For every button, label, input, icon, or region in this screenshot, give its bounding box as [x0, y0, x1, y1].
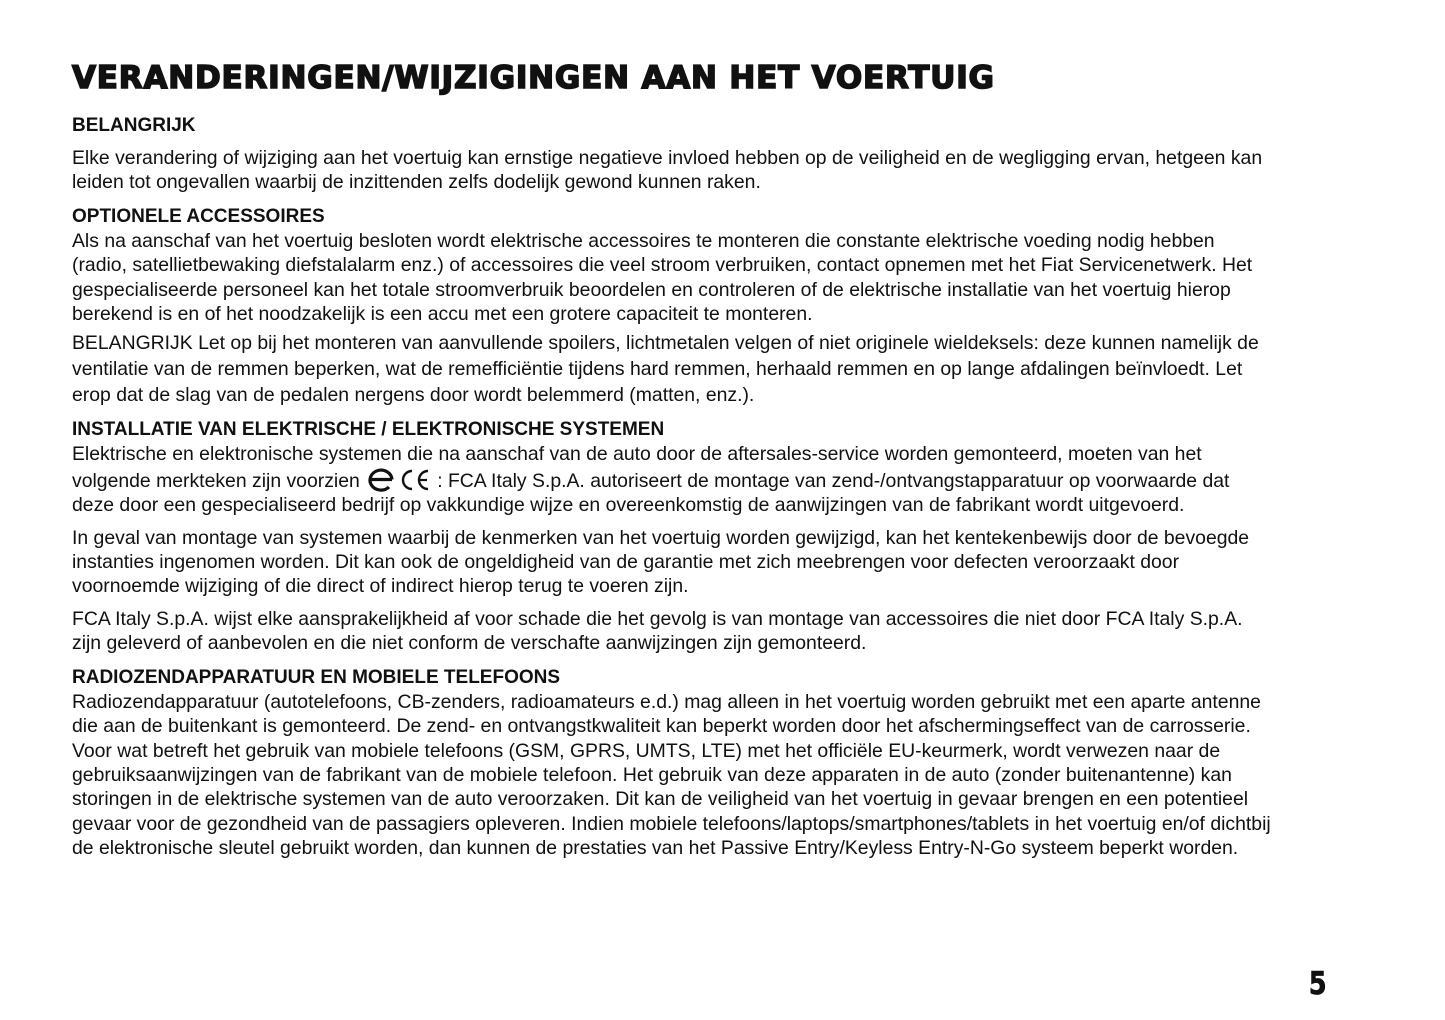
- page-title: VERANDERINGEN/WIJZIGINGEN AAN HET VOERTUIG: [72, 60, 995, 96]
- paragraph-radio: Radiozendapparatuur (autotelefoons, CB-zenders, radioamateurs e.d.) mag alleen in het voertuig worden gebruikt met een aparte antenne die aan de buitenkant is gemonteerd. De zend- en ontvangstkwaliteit kan beperkt worden door het afschermingseffect van de carrosserie. Voor wat betreft het gebruik van mobiele telefoons (GSM, GPRS, UMTS, LTE) met het officiële EU-keurmerk, wordt verwezen naar de gebruiksaanwijzingen van de fabrikant van de mobiele telefoon. Het gebruik van deze apparaten in de auto (zonder buitenantenne) kan storingen in de elektrische systemen van de auto veroorzaken. Dit kan de veiligheid van het voertuig in gevaar brengen en een potentieel gevaar voor de gezondheid van de passagiers opleveren. Indien mobiele telefoons/laptops/smartphones/tablets in het voertuig en/of dichtbij de elektronische sleutel gebruikt worden, dan kunnen de prestaties van het Passive Entry/Keyless Entry-N-Go systeem beperkt worden.: [72, 690, 1271, 860]
- paragraph-belangrijk: Elke verandering of wijziging aan het voertuig kan ernstige negatieve invloed hebben op de veiligheid en de wegligging ervan, hetgeen kan leiden tot ongevallen waarbij de inzittenden zelfs dodelijk gewond kunnen raken.: [72, 147, 1263, 194]
- section-heading-accessoires: OPTIONELE ACCESSOIRES: [72, 205, 325, 227]
- paragraph-accessoires-1: Als na aanschaf van het voertuig besloten wordt elektrische accessoires te monteren die constante elektrische voeding nodig hebben (radio, satellietbewaking diefstalalarm enz.) of accessoires die veel stroom verbruiken, contact opnemen met het Fiat Servicenetwerk. Het gespecialiseerde personeel kan het totale stroomverbruik beoordelen en controleren of de elektrische installatie van het voertuig hierop berekend is en of het noodzakelijk is een accu met een grotere capaciteit te monteren.: [72, 229, 1253, 326]
- page-number: 5: [1309, 966, 1327, 1002]
- paragraph-installatie-2: In geval van montage van systemen waarbij de kenmerken van het voertuig worden gewijzigd, kan het kentekenbewijs door de bevoegde instanties ingenomen worden. Dit kan ook de ongeldigheid van de garantie met zich meebrengen voor defecten veroorzaakt door voornoemde wijziging of die direct of indirect hierop terug te voeren zijn.: [72, 526, 1250, 598]
- e-mark-ce-icon: [367, 467, 435, 493]
- paragraph-installatie-3: FCA Italy S.p.A. wijst elke aansprakelijkheid af voor schade die het gevolg is van montage van accessoires die niet door FCA Italy S.p.A. zijn geleverd of aanbevolen en die niet conform de verschafte aanwijzingen zijn gemonteerd.: [72, 607, 1243, 655]
- paragraph-accessoires-2: BELANGRIJK Let op bij het monteren van aanvullende spoilers, lichtmetalen velgen of niet originele wieldeksels: deze kunnen namelijk de ventilatie van de remmen beperken, wat de remefficiëntie tijdens hard remmen, herhaald remmen en op lange afdalingen beïnvloedt. Let erop dat de slag van de pedalen nergens door wordt belemmerd (matten, enz.).: [72, 332, 1259, 407]
- document-page: [72, 58, 1272, 861]
- paragraph-installatie-1-after: : FCA Italy S.p.A. autoriseert de montage van zend-/ontvangstapparatuur op voorwaarde dat deze door een gespecialiseerd bedrijf op vakkundige wijze en overeenkomstig de aanwijzingen van de fabrikant wordt uitgevoerd.: [72, 469, 1230, 517]
- section-heading-installatie: INSTALLATIE VAN ELEKTRISCHE / ELEKTRONISCHE SYSTEMEN: [72, 419, 665, 441]
- paragraph-installatie-1-before: Elektrische en elektronische systemen die na aanschaf van de auto door de aftersales-service worden gemonteerd, moeten van het volgende merkteken zijn voorzien: [72, 443, 1202, 492]
- paragraph-installatie-1: [72, 442, 1272, 517]
- section-heading-belangrijk: BELANGRIJK: [72, 115, 196, 136]
- section-heading-radio: RADIOZENDAPPARATUUR EN MOBIELE TELEFOONS: [72, 666, 561, 688]
